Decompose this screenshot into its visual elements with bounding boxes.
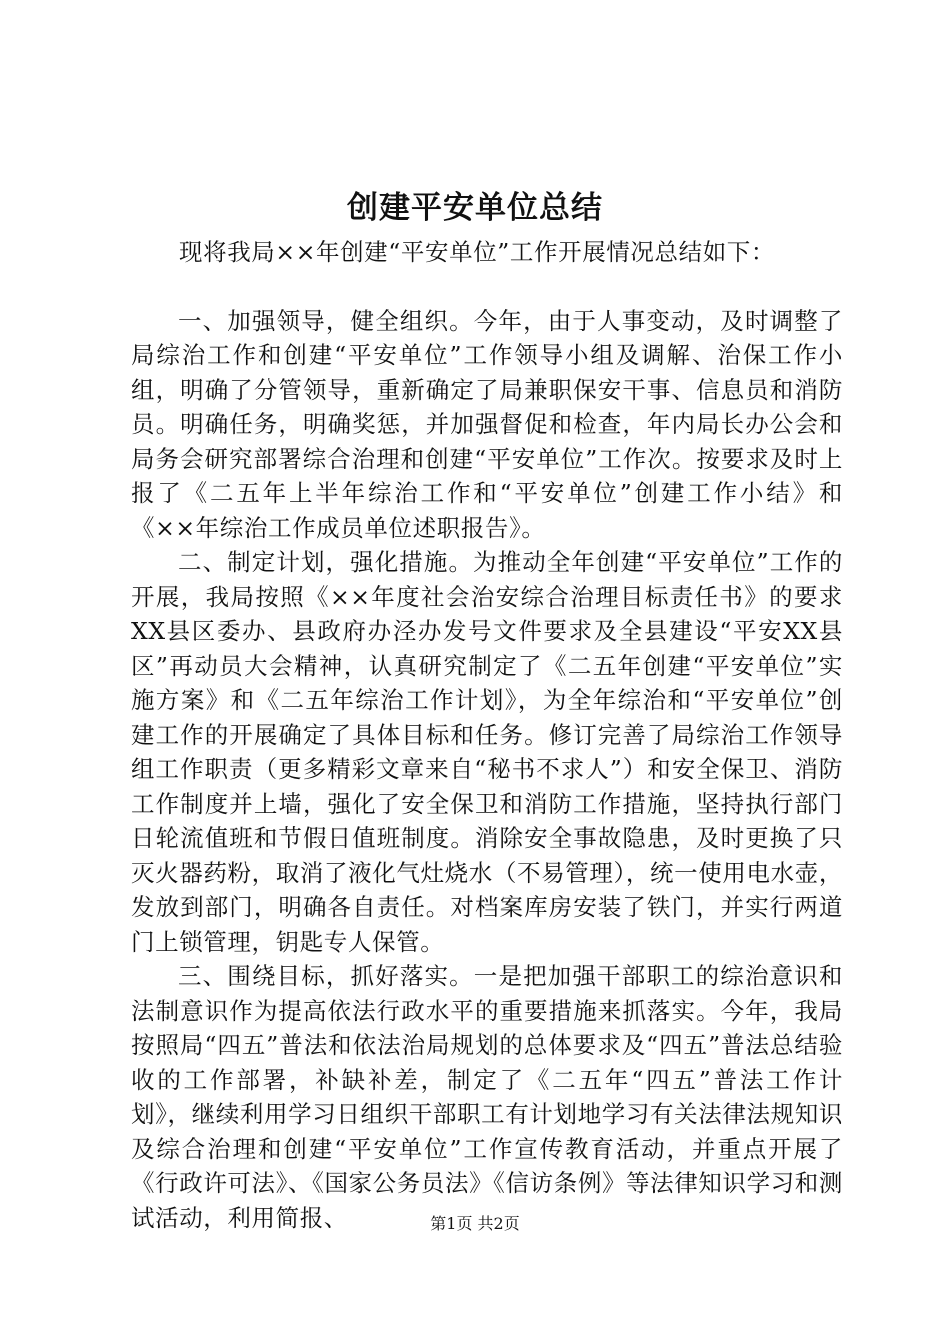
document-body xyxy=(131,235,843,1235)
paragraph-1: 一、加强领导，健全组织。今年，由于人事变动，及时调整了局综治工作和创建“平安单位”工作领导小组及调解、治保工作小组，明确了分管领导，重新确定了局兼职保安干事、信息员和消防员。明确任务，明确奖惩，并加强督促和检查，年内局长办公会和局务会研究部署综合治理和创建“平安单位”工作次。按要求及时上报了《二五年上半年综治工作和“平安单位”创建工作小结》和《××年综治工作成员单位述职报告》。 xyxy=(131,306,843,542)
document-title: 创建平安单位总结 xyxy=(347,190,603,226)
page-footer: 第1页 共2页 xyxy=(430,1214,520,1233)
paragraph-3: 三、围绕目标，抓好落实。一是把加强干部职工的综治意识和法制意识作为提高依法行政水平的重要措施来抓落实。今年，我局按照局“四五”普法和依法治局规划的总体要求及“四五”普法总结验收的工作部署，补缺补差，制定了《二五年“四五”普法工作计划》，继续利用学习日组织干部职工有计划地学习有关法律法规知识及综合治理和创建“平安单位”工作宣传教育活动，并重点开展了《行政许可法》、《国家公务员法》《信访条例》等法律知识学习和测试活动，利用简报、 xyxy=(131,962,843,1232)
intro-paragraph: 现将我局××年创建“平安单位”工作开展情况总结如下： xyxy=(179,238,776,266)
paragraph-2: 二、制定计划，强化措施。为推动全年创建“平安单位”工作的开展，我局按照《××年度社会治安综合治理目标责任书》的要求XX县区委办、县政府办泾办发号文件要求及全县建设“平安XX县区”再动员大会精神，认真研究制定了《二五年创建“平安单位”实施方案》和《二五年综治工作计划》，为全年综治和“平安单位”创建工作的开展确定了具体目标和任务。修订完善了局综治工作领导组工作职责（更多精彩文章来自“秘书不求人”）和安全保卫、消防工作制度并上墙，强化了安全保卫和消防工作措施，坚持执行部门日轮流值班和节假日值班制度。消除安全事故隐患，及时更换了只灭火器药粉，取消了液化气灶烧水（不易管理），统一使用电水壶，发放到部门，明确各自责任。对档案库房安装了铁门，并实行两道门上锁管理，钥匙专人保管。 xyxy=(131,548,843,956)
